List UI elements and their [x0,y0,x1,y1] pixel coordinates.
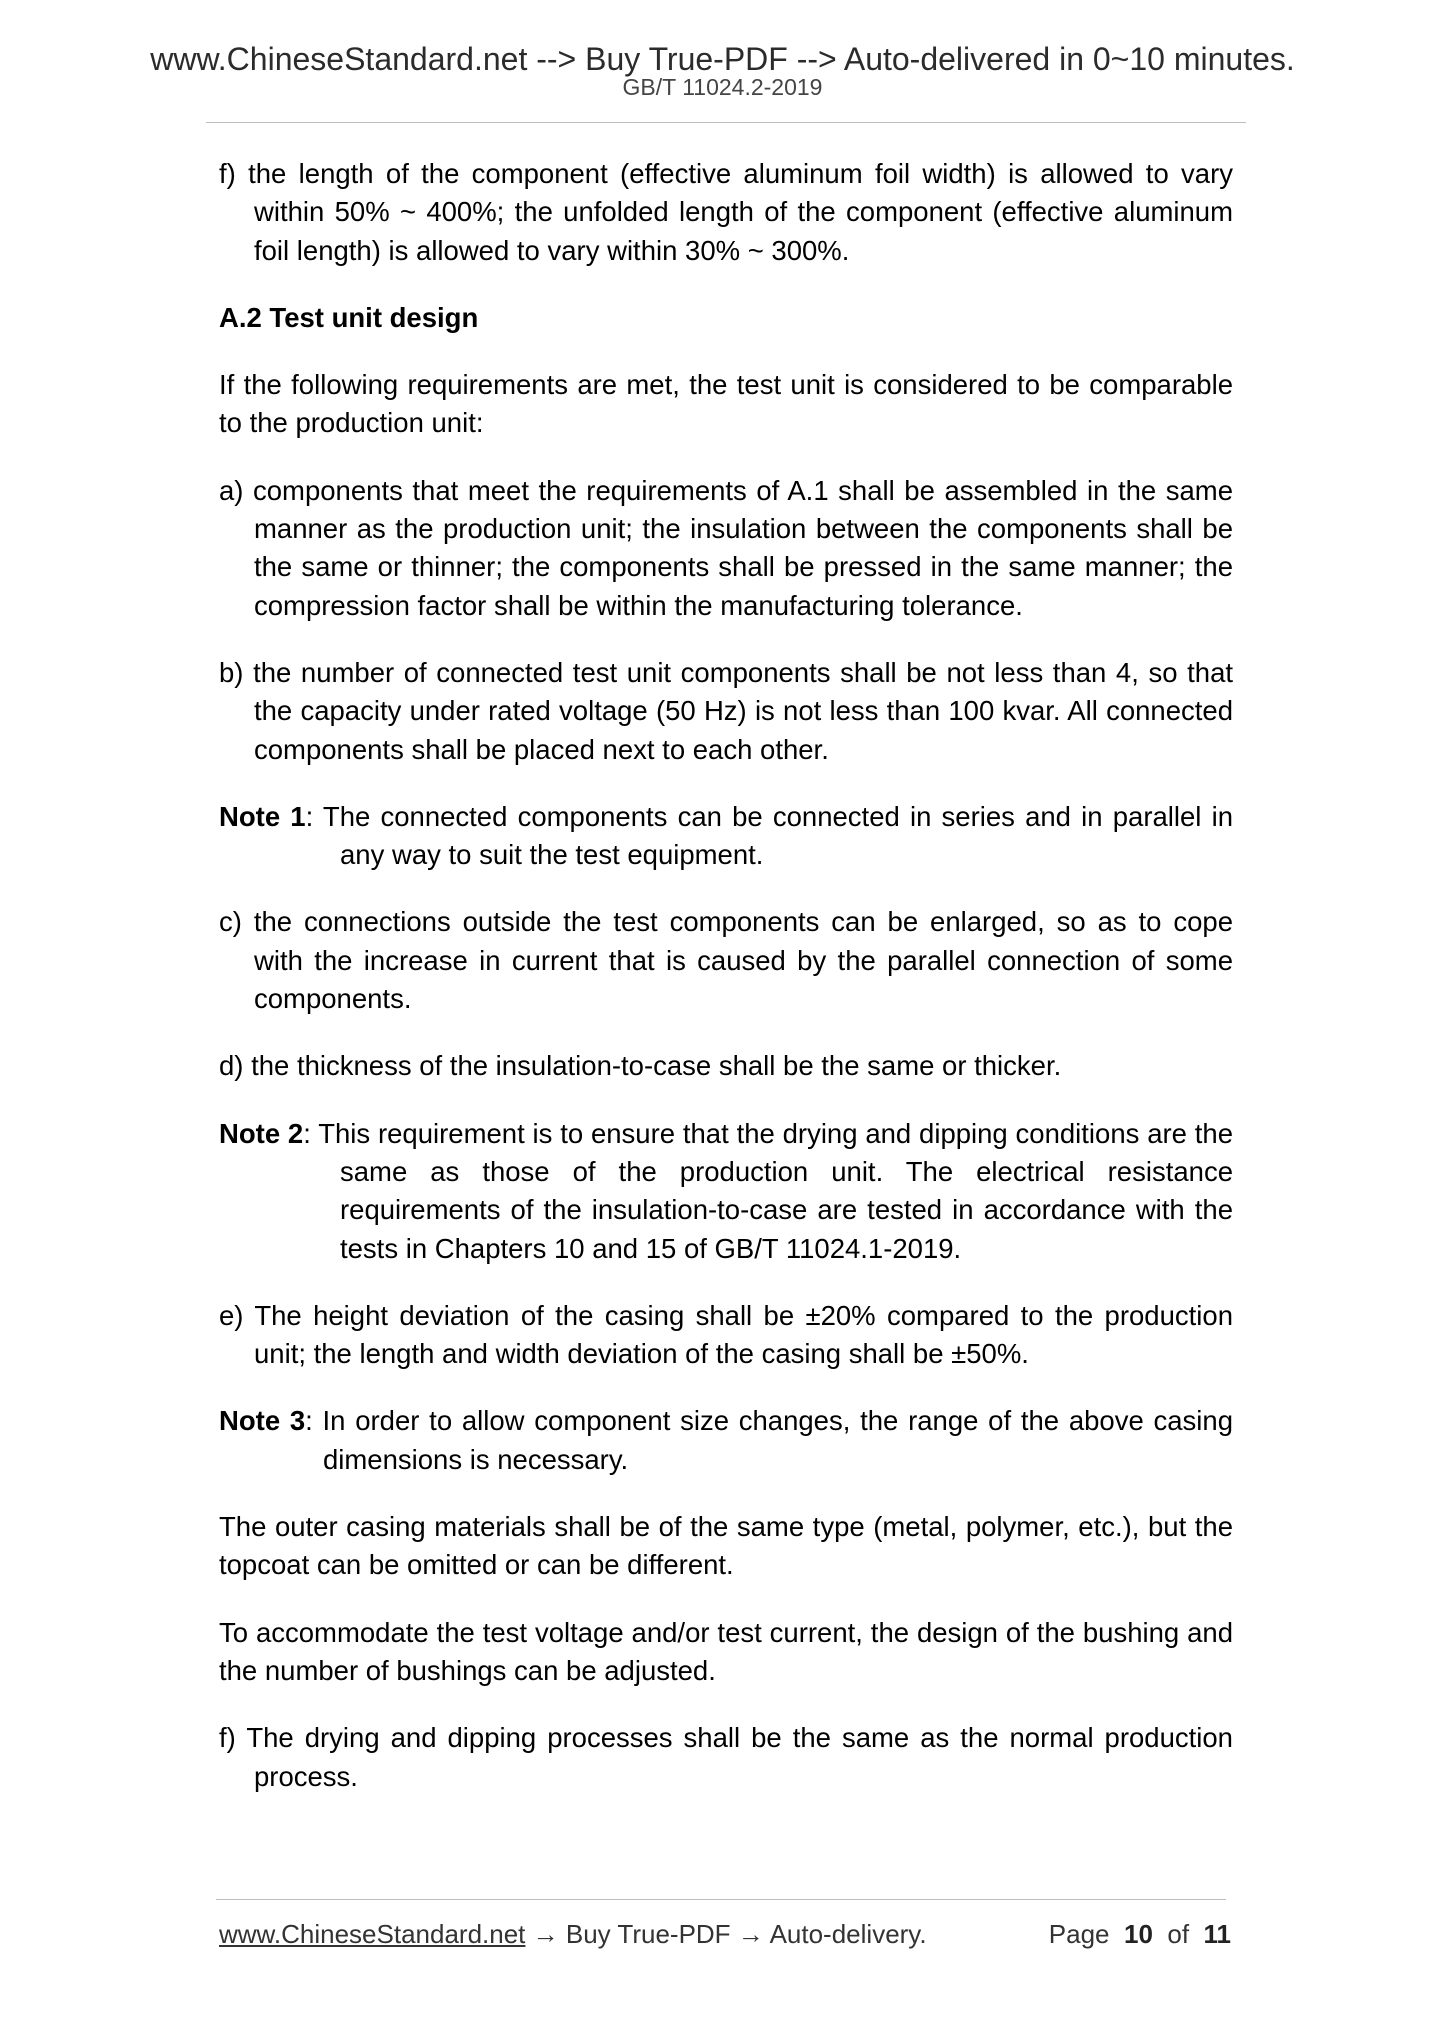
footer-promo-text: → Buy True-PDF → Auto-delivery. [525,1919,927,1949]
item-text: The height deviation of the casing shall be ±20% compared to the production unit; the length and width deviation of the casing shall be ±50%. [254,1299,1233,1370]
list-item-b [219,654,1233,769]
note-text: : The connected components can be connected in series and in parallel in any way to suit the test equipment. [305,800,1233,871]
note-text: : In order to allow component size changes, the range of the above casing dimensions is necessary. [305,1405,1233,1475]
item-marker: f) [219,1722,236,1754]
footer-promo [219,1918,927,1950]
list-item-f [219,1719,1233,1796]
item-marker: d) [219,1050,244,1082]
item-text: the thickness of the insulation-to-case shall be the same or thicker. [251,1050,1062,1082]
footer-site-link[interactable]: www.ChineseStandard.net [219,1919,526,1949]
item-marker: a) [219,474,244,506]
current-page-number: 10 [1123,1919,1153,1949]
item-text: the length of the component (effective aluminum foil width) is allowed to vary within 50% ~ 400%; the unfolded length of the component (effective aluminum foil length) is allowed to vary within 30% ~ 300%. [248,158,1233,266]
total-pages: 11 [1203,1919,1231,1949]
footer-divider [216,1899,1226,1900]
item-marker: f) [219,158,236,189]
item-text: The drying and dipping processes shall be the same as the normal production process. [246,1722,1233,1792]
item-marker: b) [219,656,244,688]
list-item-e [219,1297,1233,1374]
note-2 [219,1115,1233,1268]
item-text: the connections outside the test components can be enlarged, so as to cope with the increase in current that is caused by the parallel connection of some components. [253,906,1233,1015]
note-1 [219,798,1233,875]
site-banner: www.ChineseStandard.net --> Buy True-PDF --> Auto-delivered in 0~10 minutes. [150,41,1295,77]
page-word: Page [1048,1919,1110,1949]
note-3 [219,1402,1233,1479]
of-word: of [1167,1919,1190,1949]
item-marker: c) [219,906,242,938]
list-item-f-continued [219,155,1233,270]
note-label: Note 1 [219,800,306,832]
bushing-paragraph: To accommodate the test voltage and/or test current, the design of the bushing and the number of bushings can be adjusted. [219,1616,1233,1686]
header-divider [206,122,1246,123]
note-label: Note 3 [219,1405,306,1437]
intro-paragraph: If the following requirements are met, the test unit is considered to be comparable to the production unit: [219,369,1233,439]
list-item-d [219,1047,1233,1085]
page-indicator [1049,1918,1231,1950]
item-text: the number of connected test unit components shall be not less than 4, so that the capacity under rated voltage (50 Hz) is not less than 100 kvar. All connected components shall be placed next to each other. [253,656,1233,765]
item-text: components that meet the requirements of A.1 shall be assembled in the same manner as the production unit; the insulation between the components shall be the same or thinner; the components shall be pressed in the same manner; the compression factor shall be within the manufacturing tolerance. [253,474,1233,621]
casing-paragraph: The outer casing materials shall be of the same type (metal, polymer, etc.), but the topcoat can be omitted or can be different. [219,1511,1233,1581]
document-id: GB/T 11024.2-2019 [622,74,823,100]
item-marker: e) [219,1299,244,1331]
list-item-c [219,903,1233,1018]
section-heading: A.2 Test unit design [219,301,479,333]
note-label: Note 2 [219,1117,304,1149]
list-item-a [219,472,1233,625]
page-content [219,155,1233,1796]
note-text: : This requirement is to ensure that the drying and dipping conditions are the same as those of the production unit. The electrical resistance requirements of the insulation-to-case are tested in accordance with the tests in Chapters 10 and 15 of GB/T 11024.1-2019. [303,1117,1233,1264]
